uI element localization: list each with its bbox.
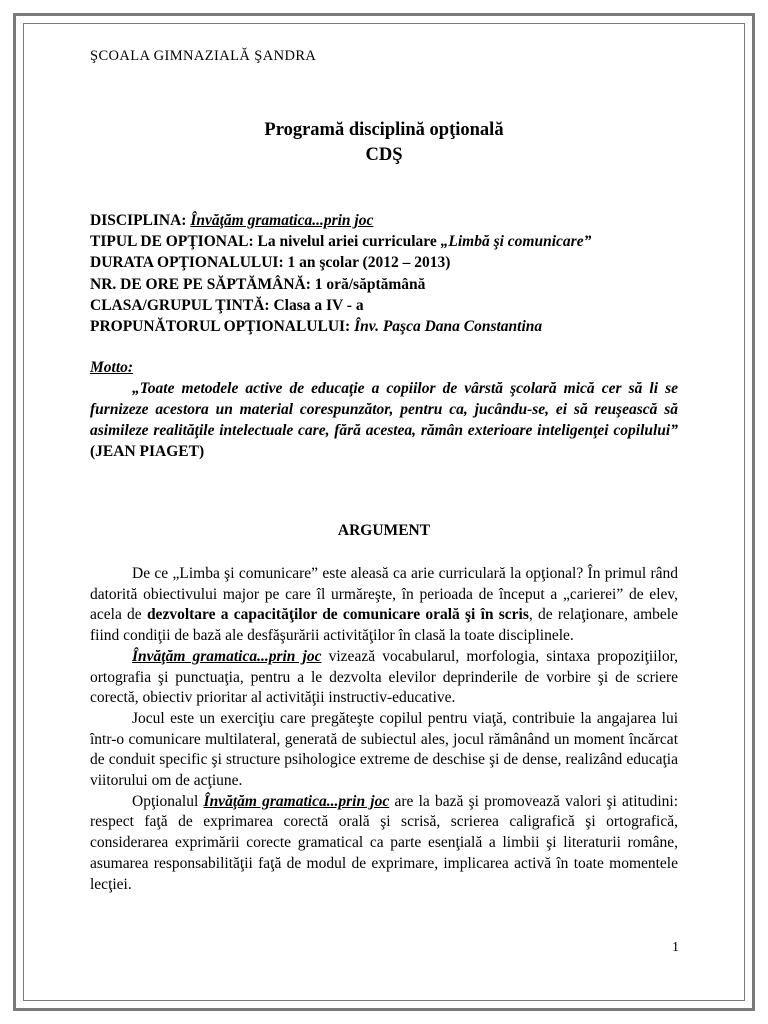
document-title	[90, 118, 678, 168]
motto-label: Motto:	[90, 359, 134, 376]
paragraph-4-text-a: Opţionalul	[132, 792, 204, 810]
paragraph-4-title: Învăţăm gramatica...prin joc	[203, 792, 390, 810]
tipul-value: „Limbă şi comunicare”	[440, 233, 592, 251]
paragraph-1	[90, 564, 678, 647]
paragraph-1-text-a: De ce „Limba şi comunicare” este aleasă ca arie curriculară la opţional? În primul rând datorită obiectivului major pe care îl urmăreşte, în perioada de început a „carierei” de elev, acela de	[90, 565, 678, 624]
motto-quote	[90, 378, 678, 462]
argument-heading: ARGUMENT	[337, 522, 431, 539]
argument-body	[90, 564, 678, 895]
meta-clasa: CLASA/GRUPUL ŢINTĂ: Clasa a IV - a	[90, 296, 364, 314]
motto-block	[90, 357, 678, 462]
motto-author: (JEAN PIAGET	[90, 443, 199, 460]
disciplina-value: Învăţăm gramatica...prin joc	[190, 212, 374, 229]
paragraph-2-text: vizează vocabularul, morfologia, sintaxa propoziţiilor, ortografia şi punctuaţia, pentru a le dezvolta elevilor deprinderile de vorbire şi de scriere corectă, obiectiv prioritar al activităţii instructiv-educative.	[90, 647, 678, 707]
motto-author-close: )	[198, 443, 205, 460]
meta-tipul	[90, 231, 690, 252]
motto-quote-text: „Toate metodele active de educaţie a copiilor de vârstă şcolară mică cer să li se furnizeze acestora un material corespunzător, pentru ca, jucându-se, ei să reuşească să asimileze realităţile intelectuale care, fără acestea, rămân exterioare inteligenţei copilului”	[90, 380, 678, 439]
paragraph-2-title: Învăţăm gramatica...prin joc	[132, 647, 322, 665]
paragraph-3: Jocul este un exerciţiu care pregăteşte copilul pentru viaţă, contribuie la angajarea lui într-o comunicare multilateral, generată de subiectul ales, jocul rămânând un moment încărcat de conduit specific şi structure psihologice extreme de deschise şi de dense, realizând educaţia viitorului om de acţiune.	[90, 709, 678, 790]
paragraph-1-bold: dezvoltare a capacităţilor de comunicare orală şi în scris	[146, 606, 529, 624]
meta-ore: NR. DE ORE PE SĂPTĂMÂNĂ: 1 oră/săptămână	[90, 275, 426, 293]
paragraph-4-text: are la bază şi promovează valori şi atitudini: respect faţă de exprimarea corectă orală şi scrisă, scrierea caligrafică şi ortografică, considerarea exprimării corecte gramatical ca parte esenţială a limbii şi literaturii române, asumarea responsabilităţii faţă de modul de exprimare, implicarea activă în toate momentele lecţiei.	[90, 792, 678, 893]
disciplina-label: DISCIPLINA:	[90, 212, 191, 229]
title-line-2: CDŞ	[365, 145, 403, 165]
paragraph-2	[90, 647, 678, 709]
course-metadata	[90, 210, 690, 337]
meta-propunator	[90, 316, 690, 337]
meta-durata: DURATA OPŢIONALULUI: 1 an şcolar (2012 – 2013)	[90, 254, 451, 272]
tipul-label: TIPUL DE OPŢIONAL: La nivelul ariei curriculare	[90, 233, 441, 251]
propunator-label: PROPUNĂTORUL OPŢIONALULUI:	[90, 318, 355, 336]
title-line-1: Programă disciplină opţională	[264, 120, 504, 140]
paragraph-4	[90, 792, 678, 896]
paragraph-1-text-b: , de relaţionare, ambele fiind condiţii de bază ale desfăşurării activităţilor în clasă la toate disciplinele.	[90, 606, 678, 645]
propunator-value: Înv. Paşca Dana Constantina	[354, 318, 543, 336]
page-number: 1	[672, 940, 679, 955]
school-name: ŞCOALA GIMNAZIALĂ ŞANDRA	[90, 48, 317, 64]
meta-disciplina	[90, 210, 690, 231]
